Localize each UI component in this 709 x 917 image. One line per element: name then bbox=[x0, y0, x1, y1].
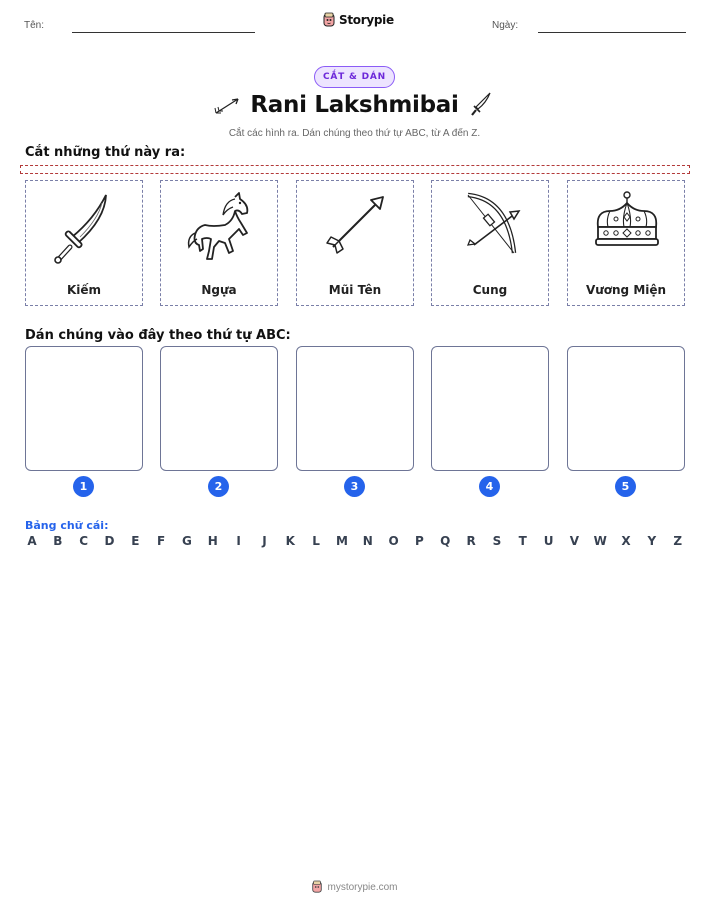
alphabet-letter: J bbox=[262, 534, 267, 548]
alphabet-letter: V bbox=[569, 534, 580, 548]
storypie-logo bbox=[322, 12, 394, 28]
horse-icon bbox=[185, 189, 255, 269]
paste-slot-1[interactable] bbox=[25, 346, 143, 471]
card-label: Mũi Tên bbox=[328, 283, 382, 297]
alphabet-letter: L bbox=[312, 534, 320, 548]
alphabet-letter: X bbox=[621, 534, 631, 548]
card-label: Vương Miện bbox=[585, 283, 667, 297]
slot-number-4: 4 bbox=[479, 476, 500, 497]
arrow-icon bbox=[321, 189, 391, 269]
card-label: Ngựa bbox=[201, 283, 237, 297]
logo-text: Storypie bbox=[339, 13, 394, 27]
alphabet-letter: I bbox=[236, 534, 241, 548]
cut-card-bow[interactable] bbox=[431, 180, 549, 306]
name-label: Tên: bbox=[24, 20, 45, 31]
cut-heading: Cắt những thứ này ra: bbox=[25, 145, 186, 160]
cut-line bbox=[20, 165, 690, 174]
alphabet-letter: F bbox=[157, 534, 166, 548]
instructions: Cắt các hình ra. Dán chúng theo thứ tự ABC, từ A đến Z. bbox=[228, 128, 481, 139]
date-label: Ngày: bbox=[492, 20, 519, 31]
alphabet-letter: W bbox=[593, 534, 607, 548]
date-line[interactable] bbox=[538, 32, 686, 33]
alphabet-letter: O bbox=[388, 534, 399, 548]
alphabet-letter: Z bbox=[673, 534, 683, 548]
slot-number-2: 2 bbox=[208, 476, 229, 497]
slot-number-3: 3 bbox=[344, 476, 365, 497]
alphabet-letter: U bbox=[543, 534, 554, 548]
cut-card-arrow[interactable] bbox=[296, 180, 414, 306]
page-title: Rani Lakshmibai bbox=[250, 92, 459, 118]
alphabet-letter: A bbox=[27, 534, 37, 548]
alphabet-letter: K bbox=[285, 534, 295, 548]
cut-card-crown[interactable] bbox=[567, 180, 685, 306]
alphabet-letter: E bbox=[131, 534, 140, 548]
alphabet-letter: C bbox=[79, 534, 89, 548]
alphabet-letter: B bbox=[53, 534, 63, 548]
paste-slot-3[interactable] bbox=[296, 346, 414, 471]
slot-number-5: 5 bbox=[615, 476, 636, 497]
bow-icon bbox=[456, 189, 526, 269]
card-label: Kiếm bbox=[66, 283, 102, 297]
paste-slot-2[interactable] bbox=[160, 346, 278, 471]
alphabet-letter: Y bbox=[647, 534, 657, 548]
slot-number-1: 1 bbox=[73, 476, 94, 497]
alphabet-letter: D bbox=[104, 534, 115, 548]
storypie-mascot-icon bbox=[311, 880, 323, 894]
alphabet-letter: P bbox=[415, 534, 424, 548]
alphabet-letter: N bbox=[362, 534, 373, 548]
paste-slot-4[interactable] bbox=[431, 346, 549, 471]
alphabet-row bbox=[25, 534, 685, 548]
sword-decor-icon bbox=[468, 90, 494, 120]
alphabet-letter: G bbox=[182, 534, 192, 548]
footer-site[interactable]: mystorypie.com bbox=[327, 881, 398, 893]
footer bbox=[0, 880, 709, 894]
name-line[interactable] bbox=[72, 32, 255, 33]
cut-card-horse[interactable] bbox=[160, 180, 278, 306]
alphabet-letter: S bbox=[492, 534, 502, 548]
alphabet-letter: R bbox=[466, 534, 476, 548]
sword-icon bbox=[50, 189, 120, 269]
alphabet-letter: M bbox=[335, 534, 348, 548]
alphabet-letter: Q bbox=[440, 534, 451, 548]
paste-slot-5[interactable] bbox=[567, 346, 685, 471]
card-label: Cung bbox=[472, 283, 508, 297]
alphabet-heading: Bảng chữ cái: bbox=[25, 519, 109, 532]
alphabet-letter: H bbox=[207, 534, 218, 548]
crown-icon bbox=[592, 189, 662, 269]
alphabet-letter: T bbox=[518, 534, 527, 548]
cut-card-sword[interactable] bbox=[25, 180, 143, 306]
paste-heading: Dán chúng vào đây theo thứ tự ABC: bbox=[25, 328, 291, 343]
storypie-mascot-icon bbox=[322, 12, 336, 28]
activity-badge: CẮT & DÁN bbox=[314, 66, 395, 88]
